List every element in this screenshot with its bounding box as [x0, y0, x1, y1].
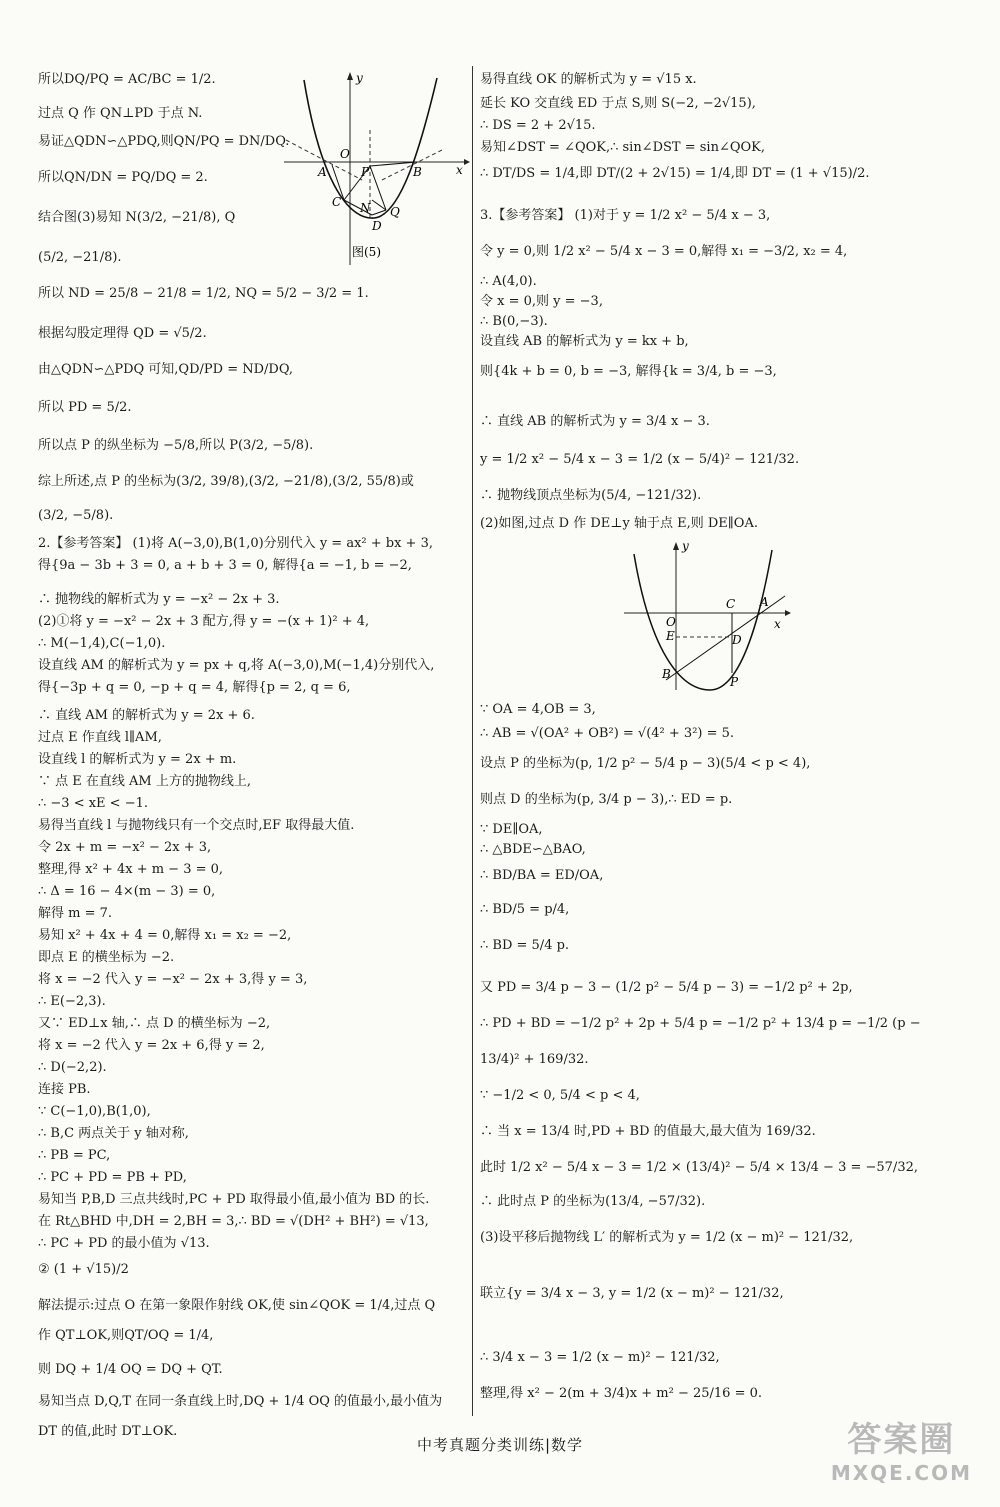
text-line: ∴ E(−2,3). [38, 994, 106, 1009]
text-line: 综上所述,点 P 的坐标为(3/2, 39/8),(3/2, −21/8),(3/2, 55/8)或 [38, 474, 414, 489]
page-footer: 中考真题分类训练|数学 [416, 1436, 584, 1454]
text-line: 所以 PD = 5/2. [38, 400, 132, 415]
text-line: 整理,得 x² + 4x + m − 3 = 0, [38, 862, 224, 877]
text-line: 根据勾股定理得 QD = √5/2. [38, 326, 207, 341]
text-line: 所以 ND = 25/8 − 21/8 = 1/2, NQ = 5/2 − 3/2 = 1. [38, 286, 369, 301]
text-line: 所以点 P 的纵坐标为 −5/8,所以 P(3/2, −5/8). [38, 438, 314, 453]
text-line: 又∵ ED⊥x 轴,∴ 点 D 的横坐标为 −2, [38, 1016, 271, 1031]
watermark-text-bottom: MXQE.COM [830, 1461, 972, 1485]
text-line: 得{9a − 3b + 3 = 0, a + b + 3 = 0, 解得{a = −1, b = −2, [38, 558, 412, 573]
text-line: ∵ −1/2 < 0, 5/4 < p < 4, [480, 1088, 640, 1103]
text-line: 易得直线 OK 的解析式为 y = √15 x. [480, 72, 697, 87]
label-y: y [682, 540, 689, 553]
label-b: B [413, 165, 422, 179]
text-line: 则点 D 的坐标为(p, 3/4 p − 3),∴ ED = p. [480, 792, 733, 807]
text-line: ∵ DE∥OA, [480, 822, 543, 837]
segment [370, 162, 417, 166]
label-q: Q [390, 205, 400, 219]
text-line: 由△QDN∽△PDQ 可知,QD/PD = ND/DQ, [38, 362, 293, 377]
text-line: 连接 PB. [38, 1082, 91, 1097]
text-line: ∴ B(0,−3). [480, 314, 548, 329]
text-line: ∴ PD + BD = −1/2 p² + 2p + 5/4 p = −1/2 p² + 13/4 p = −1/2 (p − [480, 1016, 921, 1031]
text-line: ∴ BD = 5/4 p. [480, 938, 570, 953]
text-line: ∴ B,C 两点关于 y 轴对称, [38, 1126, 189, 1141]
label-x: x [456, 163, 463, 177]
text-line: 设点 P 的坐标为(p, 1/2 p² − 5/4 p − 3)(5/4 < p < 4), [480, 756, 811, 771]
text-line: 即点 E 的横坐标为 −2. [38, 950, 175, 965]
segment [370, 166, 386, 210]
watermark-text-top: 答案圈 [847, 1420, 956, 1460]
label-b: B [662, 667, 671, 681]
text-line: ∴ A(4,0). [480, 274, 537, 289]
text-line: y = 1/2 x² − 5/4 x − 3 = 1/2 (x − 5/4)² − 121/32. [480, 452, 800, 467]
label-a: A [760, 595, 769, 609]
text-line: ∴ 此时点 P 的坐标为(13/4, −57/32). [480, 1194, 706, 1209]
text-line: ∴ △BDE∽△BAO, [480, 842, 586, 857]
figure-5-diagram [282, 70, 472, 270]
label-n: N [360, 201, 371, 215]
y-axis-arrow [347, 72, 353, 80]
label-y: y [356, 71, 363, 85]
label-d: D [732, 633, 742, 647]
label-o: O [340, 147, 350, 161]
text-line: ② (1 + √15)/2 [38, 1262, 129, 1277]
text-line: 令 x = 0,则 y = −3, [480, 294, 603, 309]
text-line: 解得 m = 7. [38, 906, 113, 921]
text-line: 令 y = 0,则 1/2 x² − 5/4 x − 3 = 0,解得 x₁ = −3/2, x₂ = 4, [480, 244, 848, 259]
text-line: ∴ 抛物线顶点坐标为(5/4, −121/32). [480, 488, 702, 503]
label-o: O [666, 615, 676, 629]
watermark [831, 1412, 972, 1485]
y-axis-arrow [673, 542, 679, 550]
text-line: ∴ M(−1,4),C(−1,0). [38, 636, 166, 651]
text-line: 联立{y = 3/4 x − 3, y = 1/2 (x − m)² − 121/32, [480, 1286, 784, 1301]
text-line: ∴ AB = √(OA² + OB²) = √(4² + 3²) = 5. [480, 726, 735, 741]
text-line: 在 Rt△BHD 中,DH = 2,BH = 3,∴ BD = √(DH² + BH²) = √13, [38, 1214, 429, 1229]
text-line: 易得当直线 l 与抛物线只有一个交点时,EF 取得最大值. [38, 818, 355, 833]
text-line: 则 DQ + 1/4 OQ = DQ + QT. [38, 1362, 223, 1377]
text-line: ∴ PC + PD = PB + PD, [38, 1170, 187, 1185]
text-line: 3.【参考答案】 (1)对于 y = 1/2 x² − 5/4 x − 3, [480, 208, 771, 223]
parabola-figure-diagram [620, 540, 795, 695]
text-line: 易知当 P,B,D 三点共线时,PC + PD 取得最小值,最小值为 BD 的长. [38, 1192, 430, 1207]
text-line: ∴ DS = 2 + 2√15. [480, 118, 596, 133]
figure-caption: 图(5) [352, 245, 381, 259]
text-line: DT 的值,此时 DT⊥OK. [38, 1424, 178, 1439]
text-line: 将 x = −2 代入 y = 2x + 6,得 y = 2, [38, 1038, 265, 1053]
column-divider [472, 66, 473, 1416]
text-line: ∴ BD/BA = ED/OA, [480, 868, 604, 883]
text-line: 得{−3p + q = 0, −p + q = 4, 解得{p = 2, q = 6, [38, 680, 351, 695]
label-c: C [332, 195, 342, 209]
text-line: ∴ D(−2,2). [38, 1060, 107, 1075]
text-line: ∴ BD/5 = p/4, [480, 902, 570, 917]
text-line: ∴ PB = PC, [38, 1148, 111, 1163]
label-x: x [774, 617, 781, 631]
text-line: 过点 Q 作 QN⊥PD 于点 N. [38, 106, 203, 121]
label-d: D [372, 219, 382, 233]
text-line: 令 2x + m = −x² − 2x + 3, [38, 840, 212, 855]
text-line: 易证△QDN∽△PDQ,则QN/PQ = DN/DQ. [38, 134, 290, 149]
text-line: ∴ 直线 AB 的解析式为 y = 3/4 x − 3. [480, 414, 710, 429]
parabola-curve [304, 78, 437, 218]
text-line: (2)如图,过点 D 作 DE⊥y 轴于点 E,则 DE∥OA. [480, 516, 758, 531]
text-line: 13/4)² + 169/32. [480, 1052, 589, 1067]
label-c: C [726, 597, 736, 611]
x-axis-arrow [785, 610, 791, 616]
text-line: 作 QT⊥OK,则QT/OQ = 1/4, [38, 1328, 214, 1343]
text-line: ∴ 当 x = 13/4 时,PD + BD 的值最大,最大值为 169/32. [480, 1124, 816, 1139]
text-line: (3)设平移后抛物线 L′ 的解析式为 y = 1/2 (x − m)² − 121/32, [480, 1230, 854, 1245]
text-line: 整理,得 x² − 2(m + 3/4)x + m² − 25/16 = 0. [480, 1386, 762, 1401]
label-p: P [361, 165, 370, 179]
label-e: E [666, 629, 675, 643]
text-line: 将 x = −2 代入 y = −x² − 2x + 3,得 y = 3, [38, 972, 308, 987]
text-line: 结合图(3)易知 N(3/2, −21/8), Q [38, 210, 236, 225]
text-line: (3/2, −5/8). [38, 508, 114, 523]
text-line: 易知∠DST = ∠QOK,∴ sin∠DST = sin∠QOK, [480, 140, 766, 155]
text-line: ∴ 3/4 x − 3 = 1/2 (x − m)² − 121/32, [480, 1350, 720, 1365]
text-line: ∵ C(−1,0),B(1,0), [38, 1104, 151, 1119]
text-line: ∴ −3 < xE < −1. [38, 796, 148, 811]
text-line: ∴ DT/DS = 1/4,即 DT/(2 + 2√15) = 1/4,即 DT = (1 + √15)/2. [480, 166, 870, 181]
text-line: ∴ 直线 AM 的解析式为 y = 2x + 6. [38, 708, 255, 723]
text-line: (2)①将 y = −x² − 2x + 3 配方,得 y = −(x + 1)² + 4, [38, 614, 370, 629]
text-line: ∴ PC + PD 的最小值为 √13. [38, 1236, 210, 1251]
text-line: 此时 1/2 x² − 5/4 x − 3 = 1/2 × (13/4)² − 5/4 × 13/4 − 3 = −57/32, [480, 1160, 918, 1175]
x-axis-arrow [464, 159, 470, 165]
text-line: 2.【参考答案】 (1)将 A(−3,0),B(1,0)分别代入 y = ax² + bx + 3, [38, 536, 433, 551]
text-line: 延长 KO 交直线 ED 于点 S,则 S(−2, −2√15), [480, 96, 756, 111]
text-line: 解法提示:过点 O 在第一象限作射线 OK,使 sin∠QOK = 1/4,过点 Q [38, 1298, 436, 1313]
text-line: 设直线 l 的解析式为 y = 2x + m. [38, 752, 237, 767]
text-line: 过点 E 作直线 l∥AM, [38, 730, 162, 745]
label-a: A [318, 165, 327, 179]
text-line: 设直线 AM 的解析式为 y = px + q,将 A(−3,0),M(−1,4)分别代入, [38, 658, 435, 673]
text-line: 易知 x² + 4x + 4 = 0,解得 x₁ = x₂ = −2, [38, 928, 292, 943]
text-line: (5/2, −21/8). [38, 250, 122, 265]
text-line: 又 PD = 3/4 p − 3 − (1/2 p² − 5/4 p − 3) = −1/2 p² + 2p, [480, 980, 853, 995]
text-line: ∵ 点 E 在直线 AM 上方的抛物线上, [38, 774, 251, 789]
text-line: ∴ Δ = 16 − 4×(m − 3) = 0, [38, 884, 216, 899]
text-line: ∵ OA = 4,OB = 3, [480, 702, 596, 717]
text-line: 易知当点 D,Q,T 在同一条直线上时,DQ + 1/4 OQ 的值最小,最小值为 [38, 1394, 443, 1409]
label-p: P [730, 675, 739, 689]
text-line: ∴ 抛物线的解析式为 y = −x² − 2x + 3. [38, 592, 280, 607]
text-line: 设直线 AB 的解析式为 y = kx + b, [480, 334, 689, 349]
text-line: 则{4k + b = 0, b = −3, 解得{k = 3/4, b = −3, [480, 364, 777, 379]
text-line: 所以DQ/PQ = AC/BC = 1/2. [38, 72, 216, 87]
text-line: 所以QN/DN = PQ/DQ = 2. [38, 170, 208, 185]
